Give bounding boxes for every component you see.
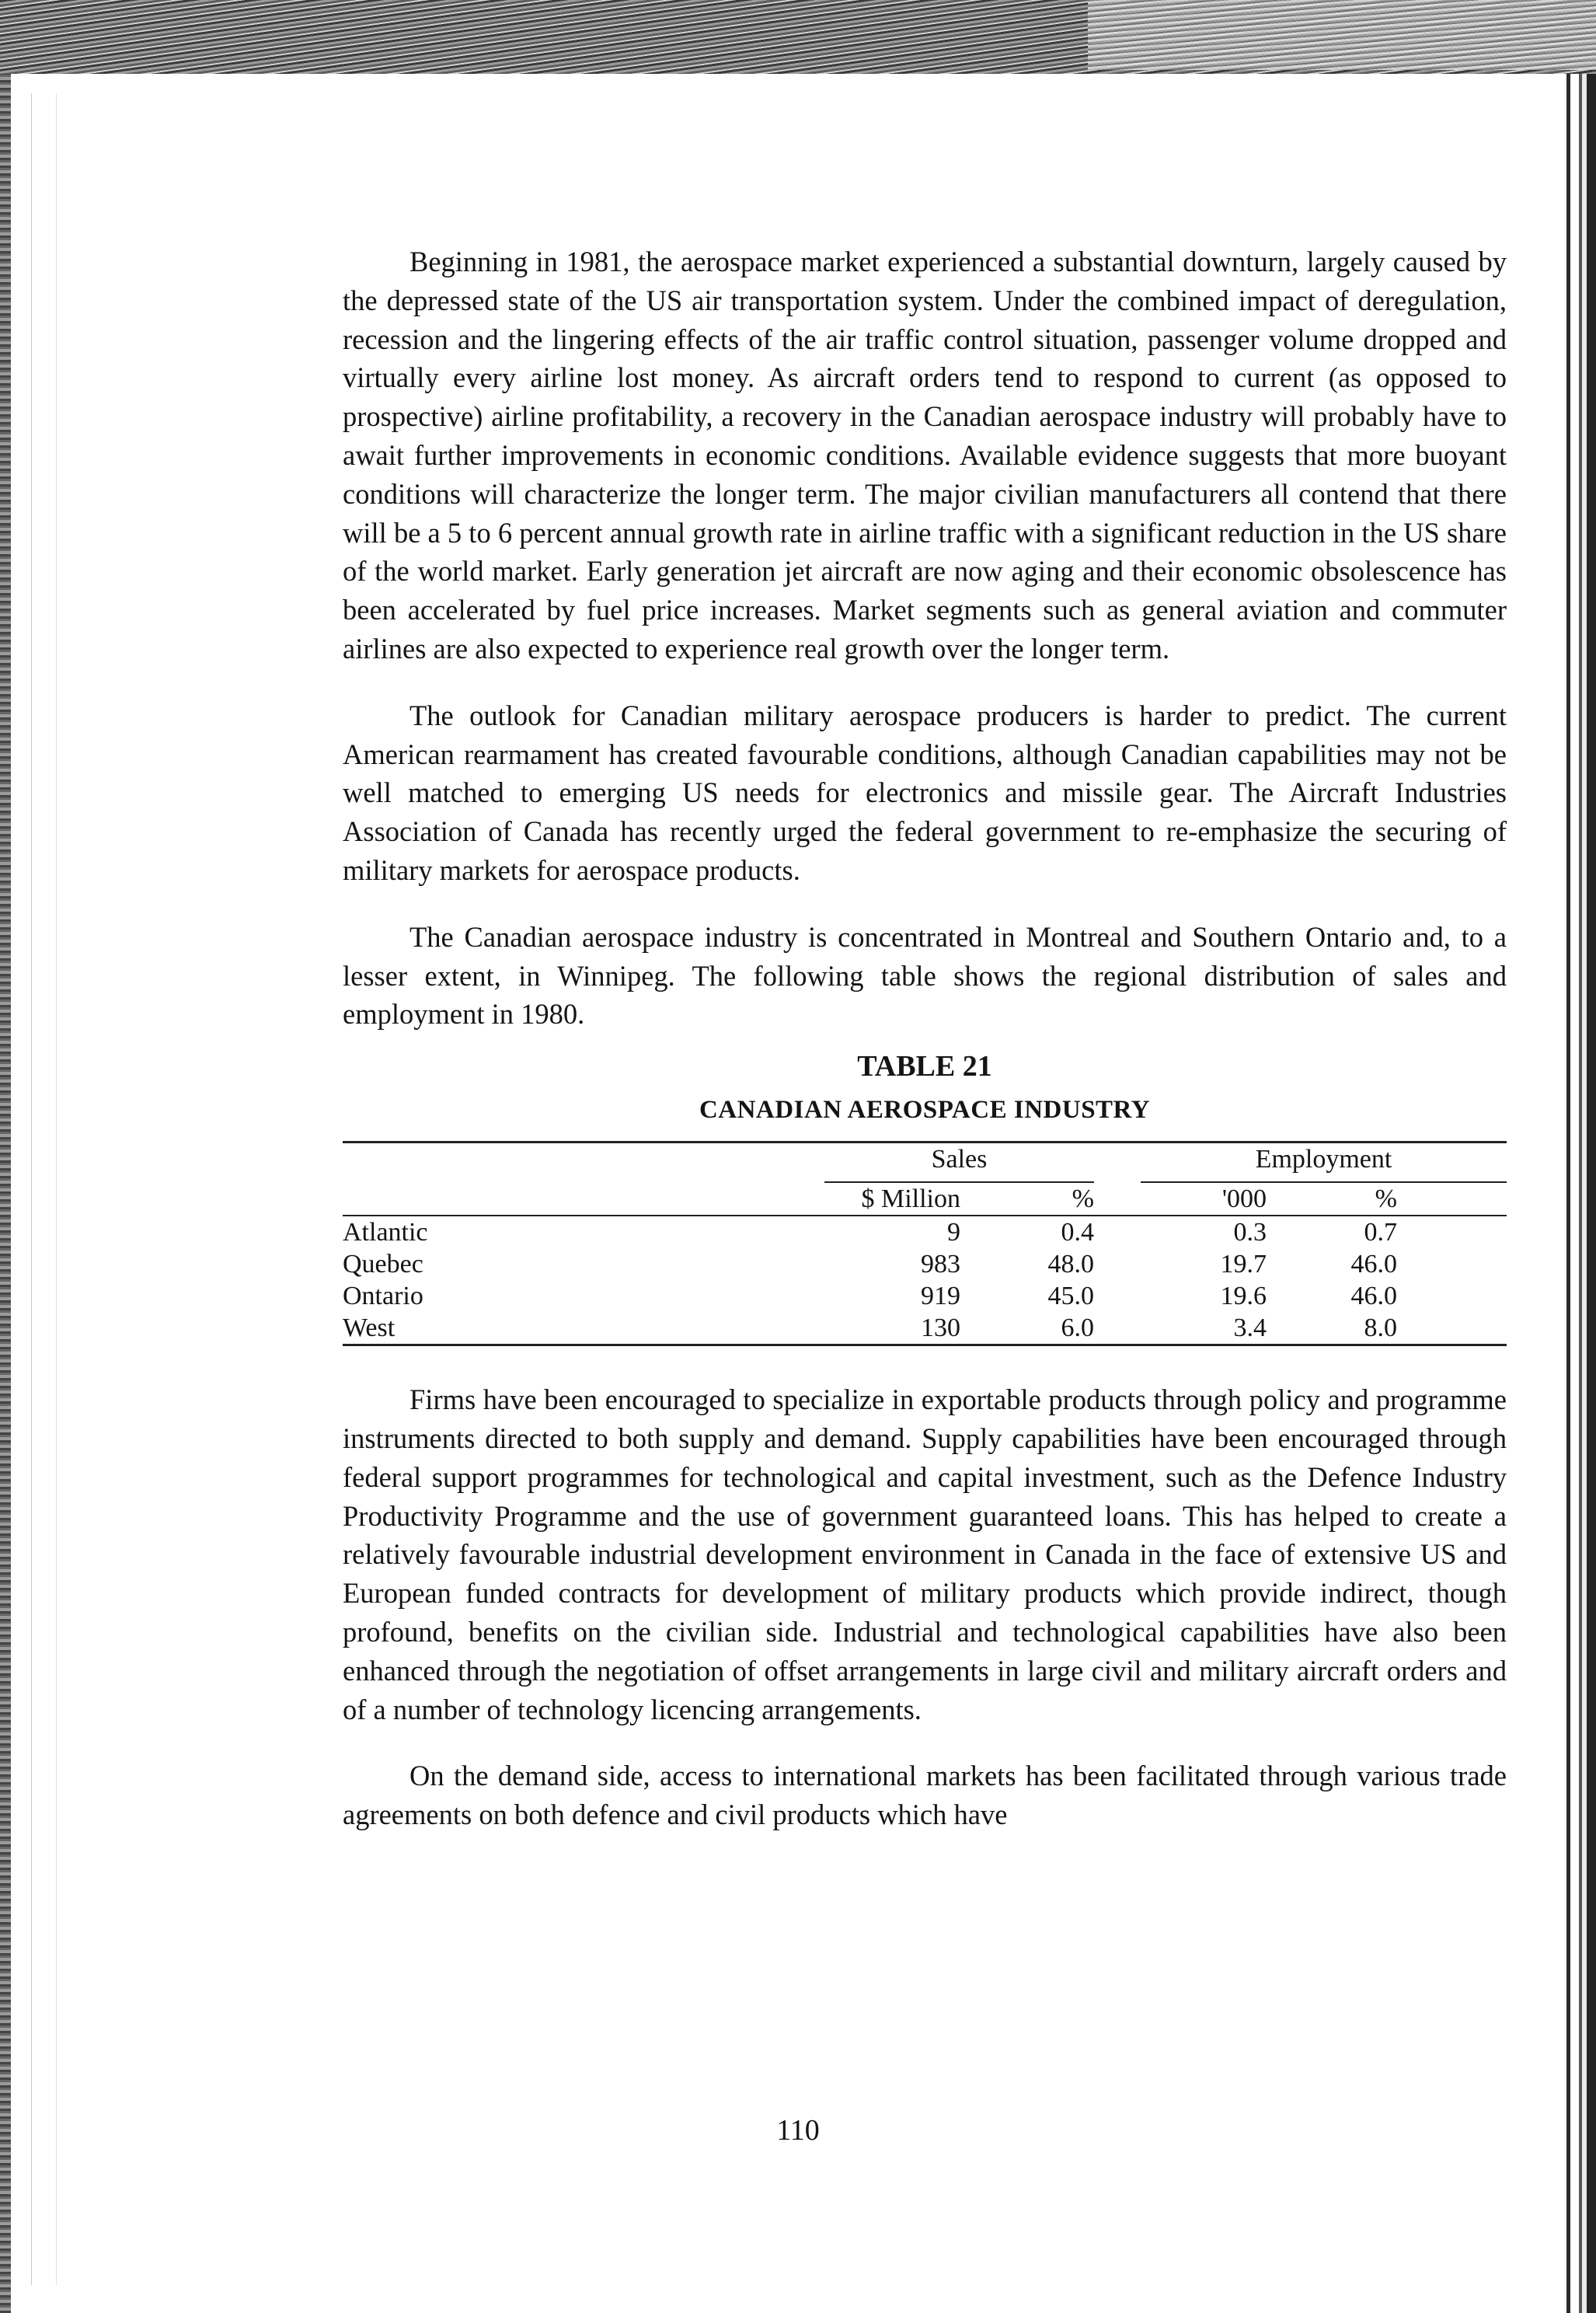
employment-percent-header: %	[1267, 1183, 1397, 1216]
sales-group-header: Sales	[824, 1143, 1094, 1183]
sales-percent-cell: 45.0	[1047, 1282, 1094, 1311]
sales-percent-header: %	[960, 1183, 1094, 1216]
region-label: Atlantic	[343, 1218, 428, 1247]
sales-percent-cell: 6.0	[1061, 1313, 1094, 1343]
sales-value-cell: 130	[921, 1313, 960, 1343]
region-label: Ontario	[343, 1282, 423, 1311]
employment-value-cell: 0.3	[1233, 1218, 1267, 1247]
region-label: West	[343, 1313, 396, 1343]
employment-value-cell: 19.7	[1220, 1250, 1267, 1279]
sales-value-cell: 9	[947, 1218, 960, 1247]
scan-edge-left	[0, 74, 11, 2313]
table-row	[343, 1248, 1507, 1280]
employment-percent-cell: 46.0	[1350, 1250, 1397, 1279]
table-title: CANADIAN AEROSPACE INDUSTRY	[699, 1096, 1151, 1125]
employment-percent-cell: 8.0	[1364, 1313, 1397, 1343]
table-row	[343, 1216, 1507, 1248]
employment-group-header: Employment	[1141, 1143, 1507, 1183]
scan-edge-top-light	[1088, 0, 1596, 70]
employment-value-cell: 3.4	[1233, 1313, 1267, 1343]
table-subheader-row	[343, 1183, 1507, 1216]
page-content	[343, 242, 1507, 1862]
paragraph-export-specialization: Firms have been encouraged to specialize in exportable products through policy and programme instruments directed to both supply and demand. Supply capabilities have been encouraged through federal support programmes for technological and capital investment, such as the Defence Industry Productivity Programme and the use of government guaranteed loans. This has helped to create a relatively favourable industrial development environment in Canada in the face of extensive US and European funded contracts for development of military products which provide indirect, though profound, benefits on the civilian side. Industrial and technological capabilities have also been enhanced through the negotiation of offset arrangements in large civil and military aircraft orders and of a number of technology licencing arrangements.	[343, 1383, 1507, 1725]
region-label: Quebec	[343, 1250, 423, 1279]
paragraph-military-outlook: The outlook for Canadian military aerospace producers is harder to predict. The current American rearmament has created favourable conditions, although Canadian capabilities may not be well matched to emerging US needs for electronics and missile gear. The Aircraft Industries Association of Canada has recently urged the federal government to re-emphasize the securing of military markets for aerospace products.	[343, 699, 1507, 886]
employment-percent-cell: 46.0	[1350, 1282, 1397, 1311]
paragraph-market-downturn: Beginning in 1981, the aerospace market experienced a substantial downturn, largely caused by the depressed state of the US air transportation system. Under the combined impact of deregulation, recession and the lingering effects of the air traffic control situation, passenger volume dropped and virtually every airline lost money. As aircraft orders tend to respond to current (as opposed to prospective) airline profitability, a recovery in the Canadian aerospace industry will probably have to await further improvements in economic conditions. Available evidence suggests that more buoyant conditions will characterize the longer term. The major civilian manufacturers all contend that there will be a 5 to 6 percent annual growth rate in airline traffic with a significant reduction in the US share of the world market. Early generation jet aircraft are now aging and their economic obsolescence has been accelerated by fuel price increases. Market segments such as general aviation and commuter airlines are also expected to experience real growth over the longer term.	[343, 246, 1507, 665]
sales-value-cell: 983	[921, 1250, 960, 1279]
page-number: 110	[776, 2114, 820, 2147]
paragraph-regional-concentration: The Canadian aerospace industry is concentrated in Montreal and Southern Ontario and, to a lesser extent, in Winnipeg. The following table shows the regional distribution of sales and employment in 1980.	[343, 920, 1507, 1031]
sales-percent-cell: 48.0	[1047, 1250, 1094, 1279]
sales-percent-cell: 0.4	[1061, 1218, 1094, 1247]
margin-rule-left	[31, 93, 32, 2285]
employment-thousands-header: '000	[1141, 1183, 1267, 1216]
table-row	[343, 1280, 1507, 1312]
aerospace-industry-table	[343, 1141, 1507, 1346]
employment-value-cell: 19.6	[1220, 1282, 1267, 1311]
table-number: TABLE 21	[857, 1050, 992, 1083]
scan-edge-right	[1562, 74, 1596, 2313]
employment-percent-cell: 0.7	[1364, 1218, 1397, 1247]
table-group-header-row	[343, 1143, 1507, 1184]
sales-value-cell: 919	[921, 1282, 960, 1311]
sales-million-header: $ Million	[824, 1183, 960, 1216]
table-row	[343, 1312, 1507, 1345]
margin-rule-left-faint	[56, 93, 57, 2285]
paragraph-demand-side: On the demand side, access to international markets has been facilitated through various trade agreements on both defence and civil products which have	[343, 1760, 1507, 1831]
